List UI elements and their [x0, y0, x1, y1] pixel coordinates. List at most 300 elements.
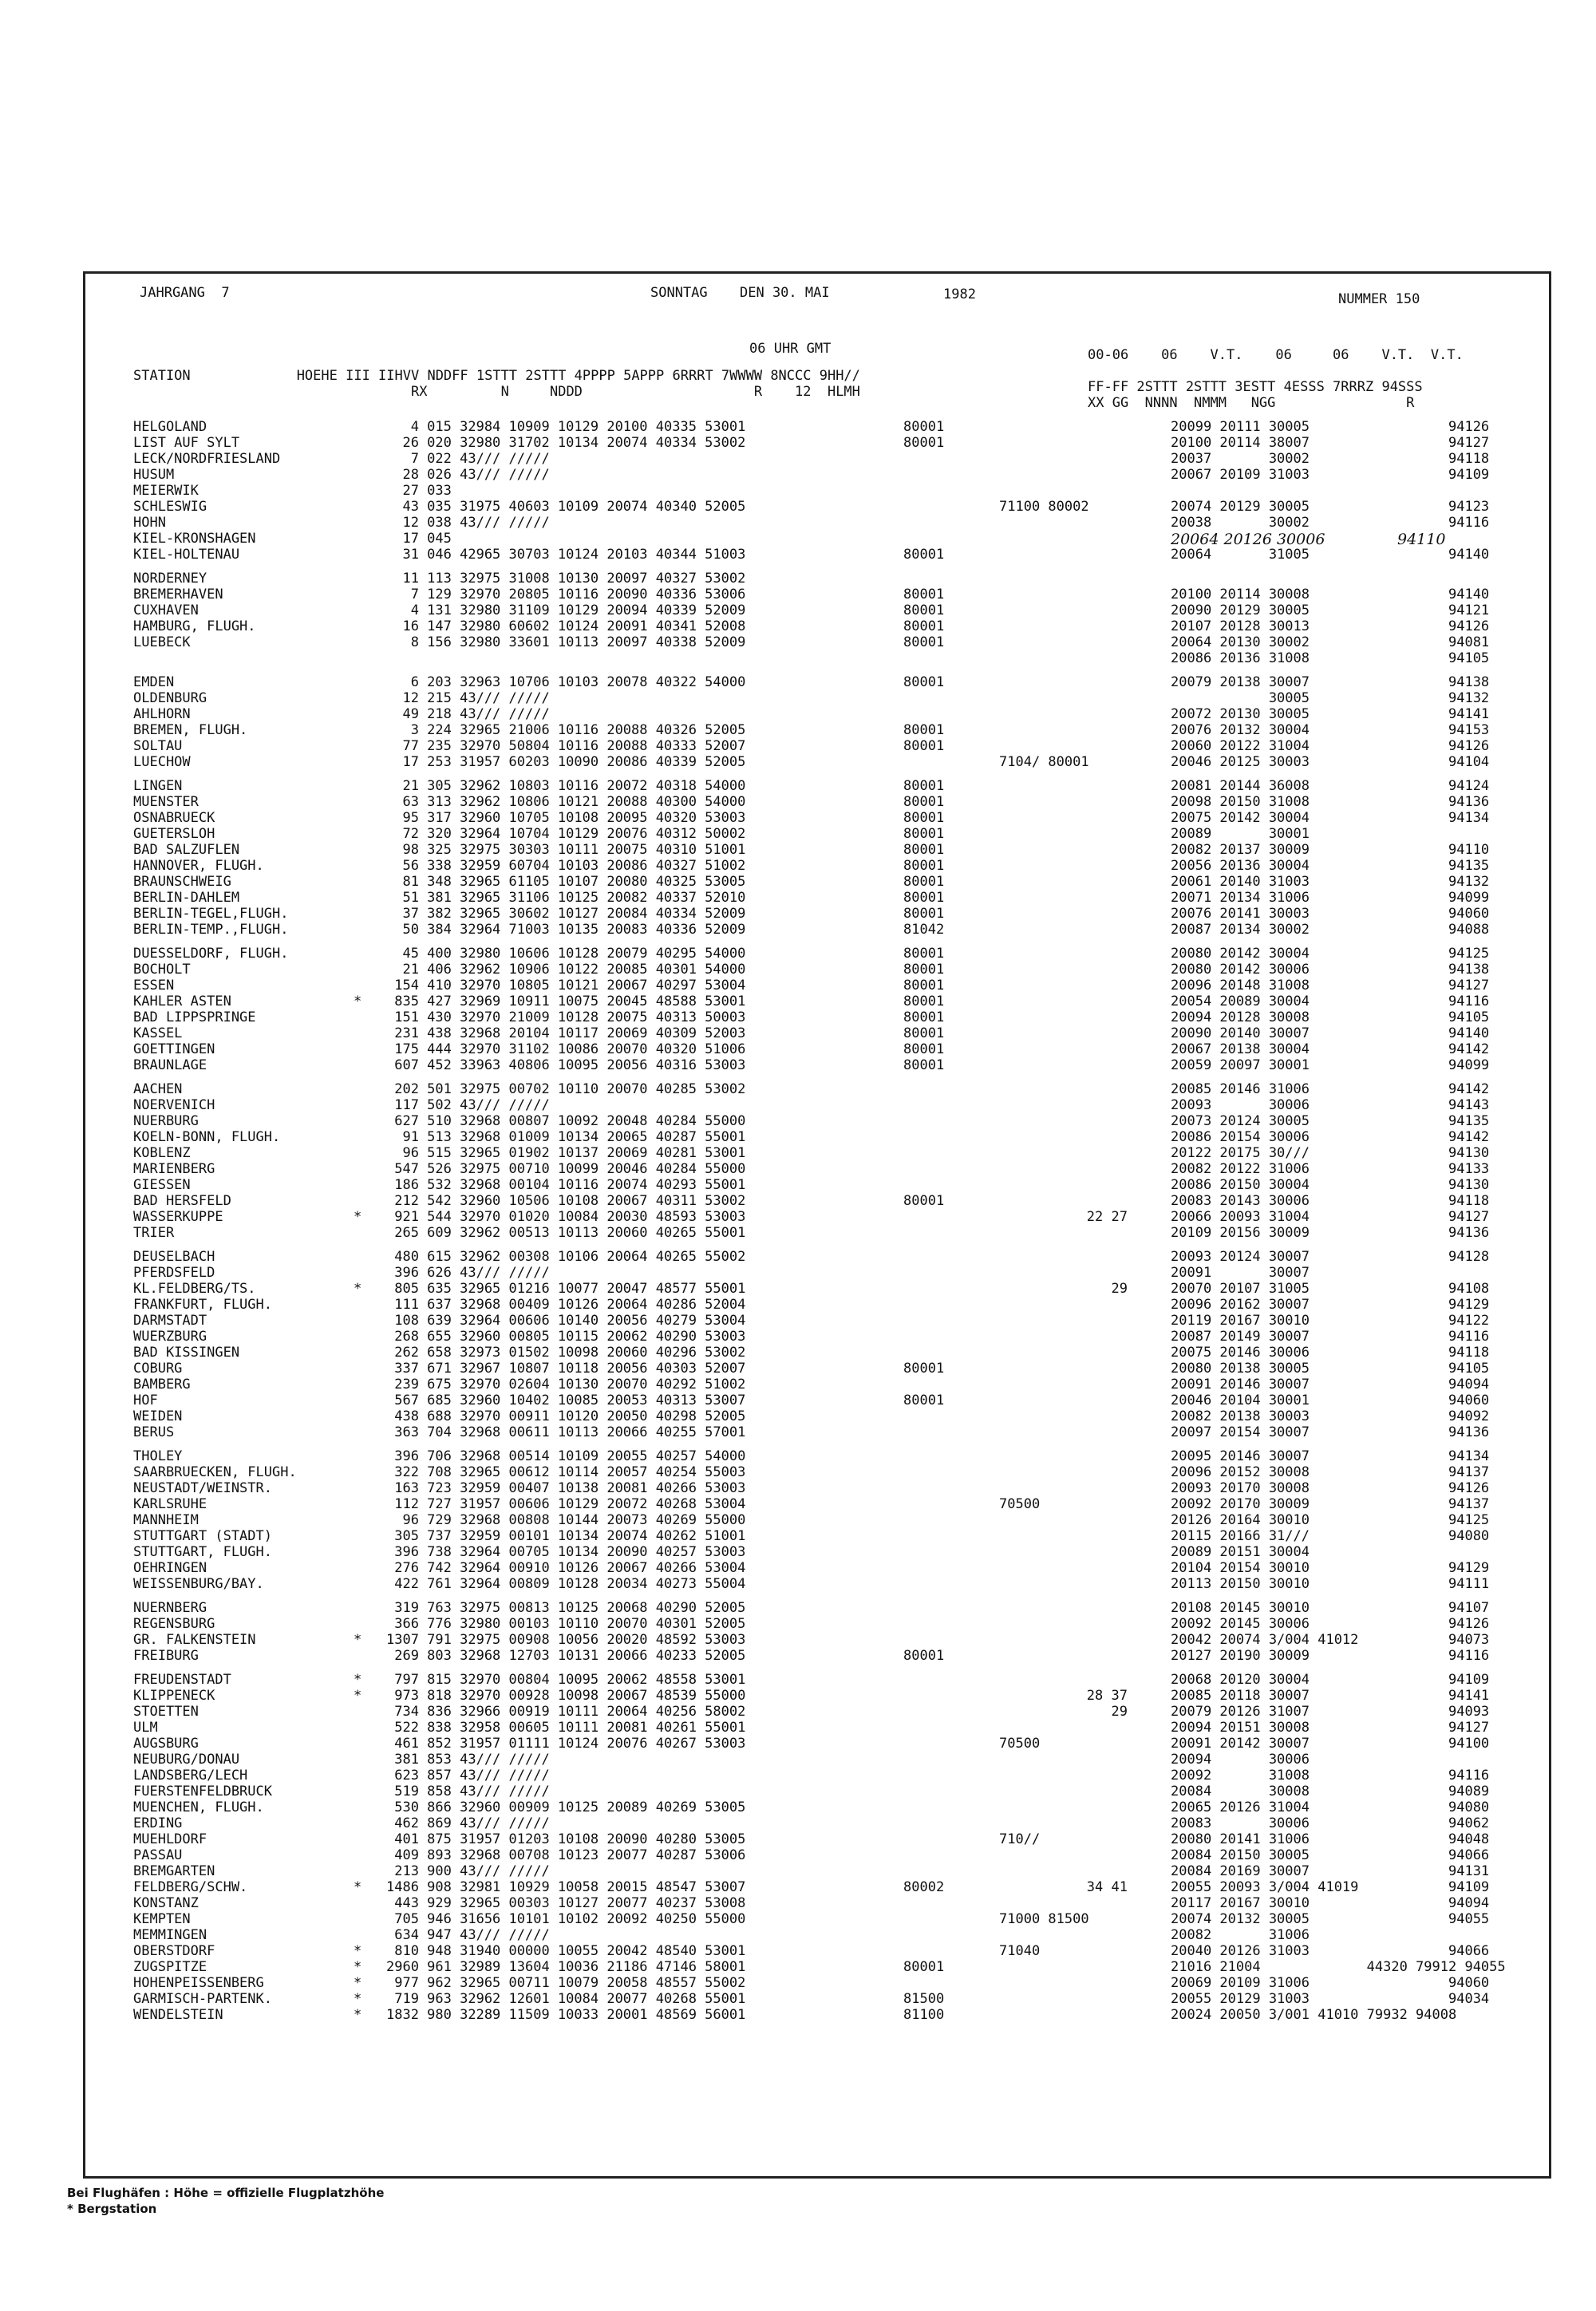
observation-groups: 212 542 32960 10506 10108 20067 40311 53002	[386, 1193, 746, 1209]
observation-groups: 4 015 32984 10909 10129 20100 40335 53001	[386, 419, 746, 435]
station-name: WENDELSTEIN	[133, 2007, 223, 2023]
group-8-cloud: 80001	[903, 722, 945, 738]
station-name: OSNABRUECK	[133, 810, 215, 826]
daily-values: 20097 20154 30007 94136	[1171, 1424, 1490, 1440]
station-name: CUXHAVEN	[133, 602, 199, 618]
group-8-cloud: 81100	[903, 2007, 945, 2023]
daily-values: 20082 20137 30009 94110	[1171, 842, 1490, 858]
daily-values: 20090 20140 30007 94140	[1171, 1025, 1490, 1041]
report-sheet	[83, 271, 1551, 2179]
observation-groups: 51 381 32965 31106 10125 20082 40337 52010	[386, 890, 746, 906]
daily-values: 20040 20126 31003 94066	[1171, 1943, 1490, 1959]
observation-groups: 634 947 43/// /////	[386, 1927, 550, 1943]
station-name: HOHENPEISSENBERG	[133, 1975, 264, 1991]
station-name: PFERDSFELD	[133, 1265, 215, 1281]
daily-values: 20083 30006 94062	[1171, 1815, 1490, 1831]
daily-values: 20073 20124 30005 94135	[1171, 1113, 1490, 1129]
daily-values: 20024 20050 3/001 41010 79932 94008	[1171, 2007, 1457, 2023]
station-name: WUERZBURG	[133, 1329, 207, 1345]
observation-groups: 8 156 32980 33601 10113 20097 40338 52009	[386, 634, 746, 650]
station-name: THOLEY	[133, 1448, 183, 1464]
mountain-station-marker: *	[354, 1209, 362, 1225]
observation-groups: 231 438 32968 20104 10117 20069 40309 52003	[386, 1025, 746, 1041]
daily-values: 20061 20140 31003 94132	[1171, 874, 1490, 890]
observation-groups: 719 963 32962 12601 10084 20077 40268 55001	[386, 1991, 746, 2007]
observation-groups: 4 131 32980 31109 10129 20094 40339 52009	[386, 602, 746, 618]
station-name: ERDING	[133, 1815, 183, 1831]
station-name: EMDEN	[133, 674, 175, 690]
handwritten-values: 20064 20126 30006 94110	[1171, 531, 1446, 548]
issue-number: NUMMER 150	[1338, 291, 1420, 307]
group-8-cloud: 80001	[903, 1041, 945, 1057]
station-name: BAD HERSFELD	[133, 1193, 231, 1209]
group-8-cloud: 80001	[903, 842, 945, 858]
group-7-weather: 70500	[999, 1496, 1041, 1512]
mountain-station-marker: *	[354, 1943, 362, 1959]
daily-values: 20094 20128 30008 94105	[1171, 1009, 1490, 1025]
observation-groups: 810 948 31940 00000 10055 20042 48540 53001	[386, 1943, 746, 1959]
station-name: LINGEN	[133, 778, 183, 794]
observation-groups: 262 658 32973 01502 10098 20060 40296 53002	[386, 1345, 746, 1361]
station-name: FUERSTENFELDBRUCK	[133, 1784, 272, 1799]
station-name: ESSEN	[133, 978, 175, 994]
observation-groups: 977 962 32965 00711 10079 20058 48557 55002	[386, 1975, 746, 1991]
observation-groups: 835 427 32969 10911 10075 20045 48588 53001	[386, 994, 746, 1009]
daily-values: 20093 20124 30007 94128	[1171, 1249, 1490, 1265]
daily-values: 20074 20129 30005 94123	[1171, 499, 1490, 515]
observation-groups: 63 313 32962 10806 10121 20088 40300 54000	[386, 794, 746, 810]
station-name: KONSTANZ	[133, 1895, 199, 1911]
group-8-cloud: 80001	[903, 587, 945, 602]
daily-values: 20126 20164 30010 94125	[1171, 1512, 1490, 1528]
observation-groups: 366 776 32980 00103 10110 20070 40301 52005	[386, 1616, 746, 1632]
observation-groups: 17 253 31957 60203 10090 20086 40339 52005	[386, 754, 746, 770]
daily-values: 20085 20118 30007 94141	[1171, 1688, 1490, 1704]
station-name: MUENCHEN, FLUGH.	[133, 1799, 264, 1815]
daily-values: 20079 20126 31007 94093	[1171, 1704, 1490, 1720]
group-8-cloud: 80001	[903, 1025, 945, 1041]
observation-groups: 95 317 32960 10705 10108 20095 40320 53003	[386, 810, 746, 826]
observation-groups: 31 046 42965 30703 10124 20103 40344 51003	[386, 547, 746, 563]
station-name: SAARBRUECKEN, FLUGH.	[133, 1464, 297, 1480]
station-name: HUSUM	[133, 467, 175, 483]
station-name: KARLSRUHE	[133, 1496, 207, 1512]
daily-values: 20084 20150 30005 94066	[1171, 1847, 1490, 1863]
station-name: KL.FELDBERG/TS.	[133, 1281, 256, 1297]
observation-groups: 91 513 32968 01009 10134 20065 40287 55001	[386, 1129, 746, 1145]
daily-values: 20076 20141 30003 94060	[1171, 906, 1490, 922]
daily-values: 20087 20134 30002 94088	[1171, 922, 1490, 938]
daily-values: 20080 20142 30006 94138	[1171, 962, 1490, 978]
station-name: ULM	[133, 1720, 158, 1736]
mountain-station-marker: *	[354, 1959, 362, 1975]
station-name: DEUSELBACH	[133, 1249, 215, 1265]
observation-groups: 77 235 32970 50804 10116 20088 40333 52007	[386, 738, 746, 754]
footer-note-airports: Bei Flughäfen : Höhe = offizielle Flugplatzhöhe	[67, 2186, 385, 2200]
observation-groups: 547 526 32975 00710 10099 20046 40284 55000	[386, 1161, 746, 1177]
daily-values: 20042 20074 3/004 41012 94073	[1171, 1632, 1490, 1648]
station-name: STOETTEN	[133, 1704, 199, 1720]
group-8-cloud: 80001	[903, 1959, 945, 1975]
daily-values: 20117 20167 30010 94094	[1171, 1895, 1490, 1911]
station-name: KIEL-KRONSHAGEN	[133, 531, 256, 547]
observation-groups: 239 675 32970 02604 10130 20070 40292 51002	[386, 1377, 746, 1393]
group-8-cloud: 80001	[903, 1361, 945, 1377]
group-8-cloud: 80001	[903, 890, 945, 906]
station-name: AHLHORN	[133, 706, 191, 722]
observation-groups: 154 410 32970 10805 10121 20067 40297 53004	[386, 978, 746, 994]
observation-groups: 50 384 32964 71003 10135 20083 40336 52009	[386, 922, 746, 938]
observation-groups: 151 430 32970 21009 10128 20075 40313 50003	[386, 1009, 746, 1025]
station-name: FRANKFURT, FLUGH.	[133, 1297, 272, 1313]
column-header-left: STATION HOEHE III IIHVV NDDFF 1STTT 2STTT 4PPPP 5APPP 6RRRT 7WWWW 8NCCC 9HH//	[133, 368, 860, 384]
observation-groups: 28 026 43/// /////	[386, 467, 550, 483]
group-8-cloud: 80001	[903, 618, 945, 634]
observation-groups: 37 382 32965 30602 10127 20084 40334 52009	[386, 906, 746, 922]
observation-groups: 265 609 32962 00513 10113 20060 40265 55001	[386, 1225, 746, 1241]
daily-values: 20083 20143 30006 94118	[1171, 1193, 1490, 1209]
station-name: HANNOVER, FLUGH.	[133, 858, 264, 874]
group-8-cloud: 80001	[903, 946, 945, 962]
station-name: DUESSELDORF, FLUGH.	[133, 946, 289, 962]
observation-groups: 7 022 43/// /////	[386, 451, 550, 467]
daily-values: 20087 20149 30007 94116	[1171, 1329, 1490, 1345]
observation-groups: 319 763 32975 00813 10125 20068 40290 52005	[386, 1600, 746, 1616]
daily-values: 20122 20175 30/// 94130	[1171, 1145, 1490, 1161]
station-name: BOCHOLT	[133, 962, 191, 978]
station-name: ZUGSPITZE	[133, 1959, 207, 1975]
observation-groups: 43 035 31975 40603 10109 20074 40340 52005	[386, 499, 746, 515]
station-name: LUEBECK	[133, 634, 191, 650]
daily-values: 20091 30007	[1171, 1265, 1310, 1281]
gust-values: 34 41	[1086, 1879, 1128, 1895]
year: 1982	[943, 286, 976, 302]
daily-values: 20072 20130 30005 94141	[1171, 706, 1490, 722]
observation-groups: 7 129 32970 20805 10116 20090 40336 53006	[386, 587, 746, 602]
observation-groups: 401 875 31957 01203 10108 20090 40280 53005	[386, 1831, 746, 1847]
observation-groups: 56 338 32959 60704 10103 20086 40327 51002	[386, 858, 746, 874]
station-name: BERLIN-TEGEL,FLUGH.	[133, 906, 289, 922]
observation-groups: 443 929 32965 00303 10127 20077 40237 53008	[386, 1895, 746, 1911]
observation-groups: 112 727 31957 00606 10129 20072 40268 53004	[386, 1496, 746, 1512]
station-name: NEUBURG/DONAU	[133, 1752, 240, 1768]
station-name: LUECHOW	[133, 754, 191, 770]
station-name: AACHEN	[133, 1081, 183, 1097]
observation-groups: 12 215 43/// /////	[386, 690, 550, 706]
station-name: NUERBURG	[133, 1113, 199, 1129]
observation-groups: 363 704 32968 00611 10113 20066 40255 57001	[386, 1424, 746, 1440]
station-name: GUETERSLOH	[133, 826, 215, 842]
station-name: NOERVENICH	[133, 1097, 215, 1113]
daily-values: 21016 21004 44320 79912 94055	[1171, 1959, 1506, 1975]
jahrgang: JAHRGANG 7	[140, 285, 230, 301]
daily-values: 20059 20097 30001 94099	[1171, 1057, 1490, 1073]
group-8-cloud: 80001	[903, 634, 945, 650]
observation-groups: 322 708 32965 00612 10114 20057 40254 55003	[386, 1464, 746, 1480]
station-name: MEIERWIK	[133, 483, 199, 499]
observation-groups: 519 858 43/// /////	[386, 1784, 550, 1799]
observation-groups: 973 818 32970 00928 10098 20067 48539 55000	[386, 1688, 746, 1704]
group-8-cloud: 81042	[903, 922, 945, 938]
station-name: GARMISCH-PARTENK.	[133, 1991, 272, 2007]
station-name: OEHRINGEN	[133, 1560, 207, 1576]
observation-groups: 396 738 32964 00705 10134 20090 40257 53003	[386, 1544, 746, 1560]
gust-values: 22 27	[1086, 1209, 1128, 1225]
daily-values: 20086 20136 31008 94105	[1171, 650, 1490, 666]
daily-values: 20056 20136 30004 94135	[1171, 858, 1490, 874]
day: SONNTAG	[650, 285, 708, 301]
station-name: REGENSBURG	[133, 1616, 215, 1632]
station-name: HOF	[133, 1393, 158, 1408]
station-name: KOELN-BONN, FLUGH.	[133, 1129, 281, 1145]
observation-groups: 16 147 32980 60602 10124 20091 40341 52008	[386, 618, 746, 634]
station-name: GIESSEN	[133, 1177, 191, 1193]
daily-values: 20095 20146 30007 94134	[1171, 1448, 1490, 1464]
station-name: KAHLER ASTEN	[133, 994, 231, 1009]
mountain-station-marker: *	[354, 1672, 362, 1688]
daily-values: 20074 20132 30005 94055	[1171, 1911, 1490, 1927]
observation-groups: 3 224 32965 21006 10116 20088 40326 52005	[386, 722, 746, 738]
station-name: OLDENBURG	[133, 690, 207, 706]
observation-groups: 81 348 32965 61105 10107 20080 40325 53005	[386, 874, 746, 890]
daily-values: 20093 20170 30008 94126	[1171, 1480, 1490, 1496]
observation-groups: 21 406 32962 10906 10122 20085 40301 54000	[386, 962, 746, 978]
group-8-cloud: 80001	[903, 906, 945, 922]
observation-groups: 438 688 32970 00911 10120 20050 40298 52005	[386, 1408, 746, 1424]
daily-values: 20068 20120 30004 94109	[1171, 1672, 1490, 1688]
observation-groups: 480 615 32962 00308 10106 20064 40265 55002	[386, 1249, 746, 1265]
daily-values: 20075 20146 30006 94118	[1171, 1345, 1490, 1361]
daily-values: 20037 30002 94118	[1171, 451, 1490, 467]
observation-groups: 269 803 32968 12703 10131 20066 40233 52005	[386, 1648, 746, 1664]
observation-groups: 27 033	[386, 483, 452, 499]
station-name: NUERNBERG	[133, 1600, 207, 1616]
station-name: NEUSTADT/WEINSTR.	[133, 1480, 272, 1496]
group-7-weather: 71000 81500	[999, 1911, 1089, 1927]
observation-groups: 1307 791 32975 00908 10056 20020 48592 53003	[386, 1632, 746, 1648]
station-name: OBERSTDORF	[133, 1943, 215, 1959]
daily-values: 20065 20126 31004 94080	[1171, 1799, 1490, 1815]
observation-groups: 797 815 32970 00804 10095 20062 48558 53001	[386, 1672, 746, 1688]
station-name: KASSEL	[133, 1025, 183, 1041]
observation-groups: 567 685 32960 10402 10085 20053 40313 53007	[386, 1393, 746, 1408]
station-name: AUGSBURG	[133, 1736, 199, 1752]
observation-groups: 17 045	[386, 531, 452, 547]
observation-groups: 49 218 43/// /////	[386, 706, 550, 722]
observation-groups: 337 671 32967 10807 10118 20056 40303 52007	[386, 1361, 746, 1377]
station-name: BRAUNSCHWEIG	[133, 874, 231, 890]
station-name: SCHLESWIG	[133, 499, 207, 515]
group-8-cloud: 80001	[903, 1648, 945, 1664]
group-8-cloud: 80001	[903, 1193, 945, 1209]
observation-groups: 276 742 32964 00910 10126 20067 40266 53004	[386, 1560, 746, 1576]
observation-groups: 268 655 32960 00805 10115 20062 40290 53003	[386, 1329, 746, 1345]
station-name: GR. FALKENSTEIN	[133, 1632, 256, 1648]
station-name: GOETTINGEN	[133, 1041, 215, 1057]
station-name: BREMGARTEN	[133, 1863, 215, 1879]
observation-groups: 921 544 32970 01020 10084 20030 48593 53003	[386, 1209, 746, 1225]
daily-values: 20060 20122 31004 94126	[1171, 738, 1490, 754]
station-name: BERLIN-TEMP.,FLUGH.	[133, 922, 289, 938]
daily-values: 20038 30002 94116	[1171, 515, 1490, 531]
station-name: BREMERHAVEN	[133, 587, 223, 602]
station-name: HAMBURG, FLUGH.	[133, 618, 256, 634]
group-8-cloud: 80001	[903, 826, 945, 842]
daily-values: 20080 20142 30004 94125	[1171, 946, 1490, 962]
daily-values: 20096 20162 30007 94129	[1171, 1297, 1490, 1313]
group-7-weather: 70500	[999, 1736, 1041, 1752]
daily-values: 20091 20142 30007 94100	[1171, 1736, 1490, 1752]
station-name: SOLTAU	[133, 738, 183, 754]
group-7-weather: 71040	[999, 1943, 1041, 1959]
mountain-station-marker: *	[354, 1879, 362, 1895]
group-7-weather: 71100 80002	[999, 499, 1089, 515]
station-name: BERLIN-DAHLEM	[133, 890, 240, 906]
station-name: BAMBERG	[133, 1377, 191, 1393]
daily-values: 20107 20128 30013 94126	[1171, 618, 1490, 634]
group-8-cloud: 80001	[903, 602, 945, 618]
observation-groups: 705 946 31656 10101 10102 20092 40250 55000	[386, 1911, 746, 1927]
observation-groups: 734 836 32966 00919 10111 20064 40256 58002	[386, 1704, 746, 1720]
observation-groups: 98 325 32975 30303 10111 20075 40310 51001	[386, 842, 746, 858]
group-8-cloud: 80001	[903, 547, 945, 563]
station-name: HELGOLAND	[133, 419, 207, 435]
observation-groups: 21 305 32962 10803 10116 20072 40318 54000	[386, 778, 746, 794]
gust-values: 29	[1086, 1704, 1128, 1720]
station-name: LECK/NORDFRIESLAND	[133, 451, 281, 467]
daily-values: 20055 20129 31003 94034	[1171, 1991, 1490, 2007]
group-8-cloud: 80001	[903, 794, 945, 810]
daily-values: 20098 20150 31008 94136	[1171, 794, 1490, 810]
group-7-weather: 7104/ 80001	[999, 754, 1089, 770]
station-name: FELDBERG/SCHW.	[133, 1879, 248, 1895]
station-name: COBURG	[133, 1361, 183, 1377]
observation-groups: 213 900 43/// /////	[386, 1863, 550, 1879]
observation-groups: 163 723 32959 00407 10138 20081 40266 53003	[386, 1480, 746, 1496]
station-name: WEISSENBURG/BAY.	[133, 1576, 264, 1592]
daily-values: 20109 20156 30009 94136	[1171, 1225, 1490, 1241]
observation-groups: 396 706 32968 00514 10109 20055 40257 54000	[386, 1448, 746, 1464]
daily-values: 20092 20145 30006 94126	[1171, 1616, 1490, 1632]
station-name: BAD KISSINGEN	[133, 1345, 240, 1361]
daily-values: 20076 20132 30004 94153	[1171, 722, 1490, 738]
observation-groups: 111 637 32968 00409 10126 20064 40286 52004	[386, 1297, 746, 1313]
station-name: WEIDEN	[133, 1408, 183, 1424]
daily-values: 20100 20114 30008 94140	[1171, 587, 1490, 602]
column-header-top-right: 00-06 06 V.T. 06 06 V.T. V.T.	[1088, 347, 1464, 363]
daily-values: 20090 20129 30005 94121	[1171, 602, 1490, 618]
station-name: PASSAU	[133, 1847, 183, 1863]
daily-values: 20079 20138 30007 94138	[1171, 674, 1490, 690]
column-header-left-sub: RX N NDDD R 12 HLMH	[133, 384, 860, 400]
observation-groups: 45 400 32980 10606 10128 20079 40295 54000	[386, 946, 746, 962]
observation-groups: 607 452 33963 40806 10095 20056 40316 53003	[386, 1057, 746, 1073]
observation-groups: 623 857 43/// /////	[386, 1768, 550, 1784]
daily-values: 20084 20169 30007 94131	[1171, 1863, 1490, 1879]
group-8-cloud: 80001	[903, 994, 945, 1009]
station-name: BREMEN, FLUGH.	[133, 722, 248, 738]
station-name: TRIER	[133, 1225, 175, 1241]
station-name: MARIENBERG	[133, 1161, 215, 1177]
station-name: KIEL-HOLTENAU	[133, 547, 240, 563]
observation-groups: 96 515 32965 01902 10137 20069 40281 53001	[386, 1145, 746, 1161]
station-name: MANNHEIM	[133, 1512, 199, 1528]
daily-values: 20086 20154 30006 94142	[1171, 1129, 1490, 1145]
daily-values: 20089 20151 30004	[1171, 1544, 1310, 1560]
observation-groups: 26 020 32980 31702 10134 20074 40334 53002	[386, 435, 746, 451]
daily-values: 20081 20144 36008 94124	[1171, 778, 1490, 794]
mountain-station-marker: *	[354, 994, 362, 1009]
footer-note-mountain: * Bergstation	[67, 2202, 157, 2216]
station-name: MEMMINGEN	[133, 1927, 207, 1943]
observation-groups: 175 444 32970 31102 10086 20070 40320 51006	[386, 1041, 746, 1057]
mountain-station-marker: *	[354, 1991, 362, 2007]
group-8-cloud: 80001	[903, 419, 945, 435]
daily-values: 20096 20148 31008 94127	[1171, 978, 1490, 994]
daily-values: 20104 20154 30010 94129	[1171, 1560, 1490, 1576]
column-header-right-sub: XX GG NNNN NMMM NGG R	[1088, 395, 1415, 411]
daily-values: 20085 20146 31006 94142	[1171, 1081, 1490, 1097]
group-8-cloud: 80001	[903, 962, 945, 978]
observation-groups: 1832 980 32289 11509 10033 20001 48569 56001	[386, 2007, 746, 2023]
daily-values: 20100 20114 38007 94127	[1171, 435, 1490, 451]
station-name: BRAUNLAGE	[133, 1057, 207, 1073]
daily-values: 20064 31005 94140	[1171, 547, 1490, 563]
daily-values: 20054 20089 30004 94116	[1171, 994, 1490, 1009]
gust-values: 28 37	[1086, 1688, 1128, 1704]
group-8-cloud: 80001	[903, 674, 945, 690]
station-name: KLIPPENECK	[133, 1688, 215, 1704]
observation-groups: 409 893 32968 00708 10123 20077 40287 53006	[386, 1847, 746, 1863]
daily-values: 20067 20138 30004 94142	[1171, 1041, 1490, 1057]
station-name: KEMPTEN	[133, 1911, 191, 1927]
daily-values: 20080 20141 31006 94048	[1171, 1831, 1490, 1847]
daily-values: 20082 20122 31006 94133	[1171, 1161, 1490, 1177]
observation-groups: 805 635 32965 01216 10077 20047 48577 55001	[386, 1281, 746, 1297]
daily-values: 20055 20093 3/004 41019 94109	[1171, 1879, 1490, 1895]
daily-values: 20092 20170 30009 94137	[1171, 1496, 1490, 1512]
daily-values: 20071 20134 31006 94099	[1171, 890, 1490, 906]
date: DEN 30. MAI	[740, 285, 830, 301]
mountain-station-marker: *	[354, 1688, 362, 1704]
station-name: LIST AUF SYLT	[133, 435, 240, 451]
observation-groups: 117 502 43/// /////	[386, 1097, 550, 1113]
station-name: STUTTGART, FLUGH.	[133, 1544, 272, 1560]
mountain-station-marker: *	[354, 2007, 362, 2023]
daily-values: 20070 20107 31005 94108	[1171, 1281, 1490, 1297]
daily-values: 30005 94132	[1171, 690, 1490, 706]
daily-values: 20096 20152 30008 94137	[1171, 1464, 1490, 1480]
group-8-cloud: 80001	[903, 738, 945, 754]
station-name: WASSERKUPPE	[133, 1209, 223, 1225]
daily-values: 20080 20138 30005 94105	[1171, 1361, 1490, 1377]
daily-values: 20064 20130 30002 94081	[1171, 634, 1490, 650]
daily-values: 20115 20166 31/// 94080	[1171, 1528, 1490, 1544]
station-name: NORDERNEY	[133, 571, 207, 587]
daily-values: 20093 30006 94143	[1171, 1097, 1490, 1113]
group-8-cloud: 80001	[903, 1057, 945, 1073]
daily-values: 20091 20146 30007 94094	[1171, 1377, 1490, 1393]
daily-values: 20082 31006	[1171, 1927, 1310, 1943]
observation-groups: 422 761 32964 00809 10128 20034 40273 55004	[386, 1576, 746, 1592]
daily-values: 20086 20150 30004 94130	[1171, 1177, 1490, 1193]
group-8-cloud: 80001	[903, 858, 945, 874]
station-name: MUENSTER	[133, 794, 199, 810]
observation-groups: 6 203 32963 10706 10103 20078 40322 54000	[386, 674, 746, 690]
gust-values: 29	[1086, 1281, 1128, 1297]
daily-values: 20094 20151 30008 94127	[1171, 1720, 1490, 1736]
daily-values: 20099 20111 30005 94126	[1171, 419, 1490, 435]
